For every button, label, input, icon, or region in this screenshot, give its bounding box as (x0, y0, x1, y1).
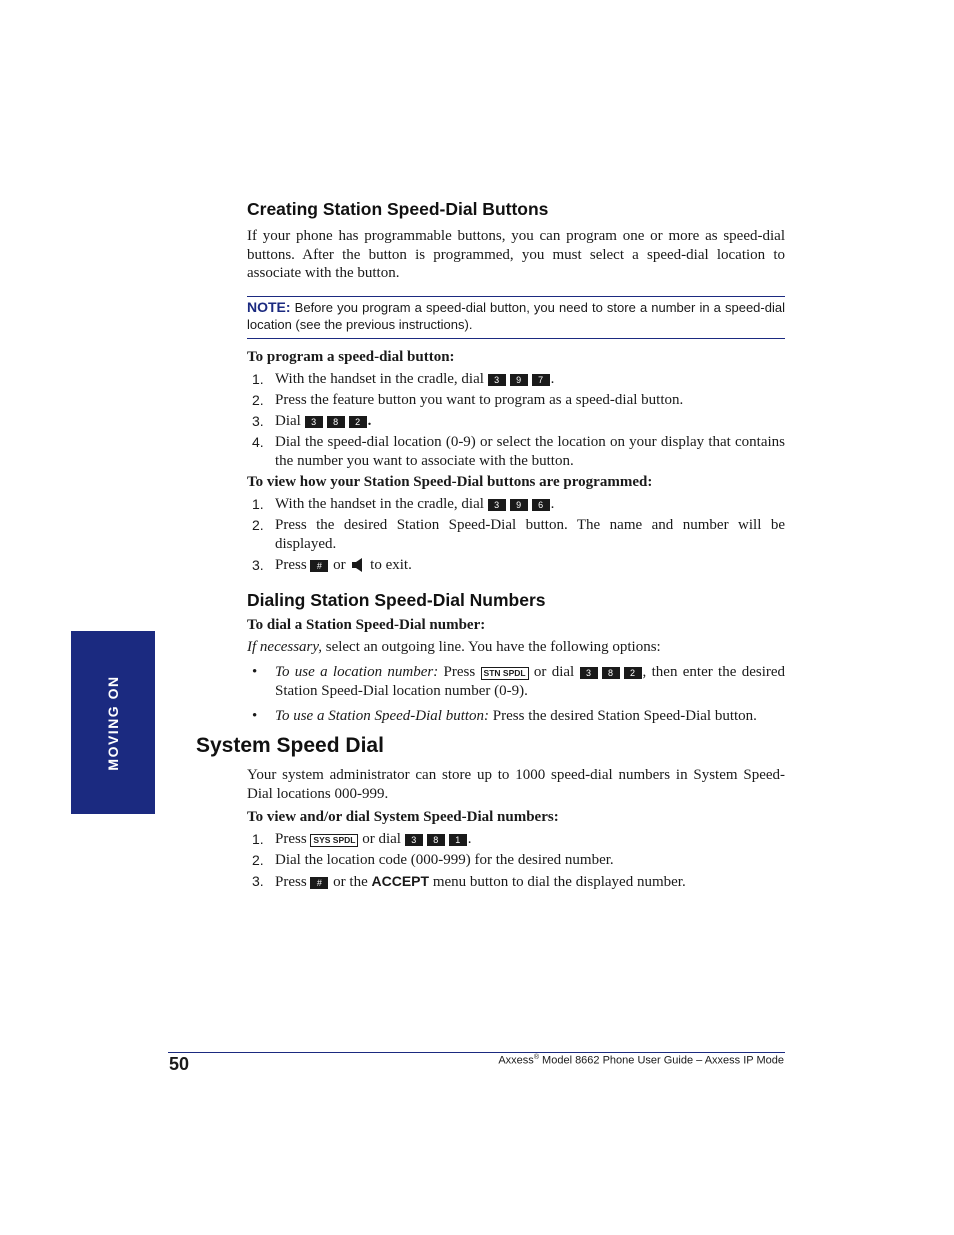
dialpad-key: 8 (327, 416, 345, 428)
dialpad-key: 9 (510, 499, 528, 511)
procedure-title-dial: To dial a Station Speed-Dial number: (247, 617, 486, 633)
note-text: Before you program a speed-dial button, you need to store a number in a speed-dial location (see the previous instructions). (247, 300, 785, 332)
section-heading-system: System Speed Dial (196, 734, 384, 757)
procedure-title-system: To view and/or dial System Speed-Dial numbers: (247, 809, 559, 825)
list-item: 3. Press # or the ACCEPT menu button to dial the displayed number. (252, 873, 686, 890)
note-top-rule (247, 296, 785, 297)
procedure-title-view: To view how your Station Speed-Dial buttons are programmed: (247, 474, 653, 490)
dialpad-key: 3 (405, 834, 423, 846)
section2-intro: If necessary, select an outgoing line. You have the following options: (247, 639, 661, 655)
footer-rule (168, 1052, 785, 1053)
dialpad-key: 3 (488, 499, 506, 511)
section3-intro: Your system administrator can store up to 1000 speed-dial numbers in System Speed-Dial locations 000-999. (247, 767, 785, 802)
note-label: NOTE: (247, 299, 291, 315)
list-item: 2. Press the desired Station Speed-Dial button. The name and number will be displayed. (252, 517, 785, 552)
accept-menu-label: ACCEPT (371, 873, 430, 889)
dialpad-key: 8 (427, 834, 445, 846)
pound-key: # (310, 877, 328, 889)
dialpad-key: 3 (305, 416, 323, 428)
list-item: 2. Press the feature button you want to program as a speed-dial button. (252, 392, 684, 408)
dialpad-key: 7 (532, 374, 550, 386)
note-box (247, 299, 785, 333)
dialpad-key: 3 (580, 667, 598, 679)
speaker-icon (351, 557, 364, 573)
list-item: 1. With the handset in the cradle, dial 3 9 7 . (252, 371, 555, 387)
list-item: 3. Press # or to exit. (252, 557, 412, 573)
list-item: 2. Dial the location code (000-999) for the desired number. (252, 852, 614, 868)
list-item: 1. Press SYS SPDL or dial 3 8 1 . (252, 831, 472, 847)
pound-key: # (310, 560, 328, 572)
dialpad-key: 3 (488, 374, 506, 386)
dialpad-key: 1 (449, 834, 467, 846)
section-heading-creating: Creating Station Speed-Dial Buttons (247, 199, 549, 219)
list-item: • To use a location number: Press STN SPDL or dial 3 8 2 , then enter the desired Station Speed-Dial location number (0-9). (252, 664, 786, 699)
section1-intro: If your phone has programmable buttons, you can program one or more as speed-dial buttons. After the button is programmed, you must select a speed-dial location to associate with the button. (247, 228, 785, 281)
page-number: 50 (169, 1054, 190, 1074)
dialpad-key: 2 (624, 667, 642, 679)
procedure-title-program: To program a speed-dial button: (247, 349, 455, 365)
note-bottom-rule (247, 338, 785, 339)
side-tab (71, 631, 155, 814)
dialpad-key: 8 (602, 667, 620, 679)
section-heading-dialing: Dialing Station Speed-Dial Numbers (247, 590, 546, 610)
dialpad-key: 2 (349, 416, 367, 428)
side-tab-label: MOVING ON (105, 674, 121, 771)
dialpad-key: 6 (532, 499, 550, 511)
list-item: • To use a Station Speed-Dial button: Press the desired Station Speed-Dial button. (252, 708, 757, 724)
list-item: 1. With the handset in the cradle, dial 3 9 6 . (252, 496, 555, 512)
list-item: 3. Dial 3 8 2 . (252, 413, 372, 429)
dialpad-key: 9 (510, 374, 528, 386)
stn-spdl-softkey: STN SPDL (481, 667, 529, 680)
sys-spdl-softkey: SYS SPDL (310, 834, 358, 847)
list-item: 4. Dial the speed-dial location (0-9) or select the location on your display that contains the number you want to associate with the button. (252, 434, 785, 469)
footer-title: Axxess® Model 8662 Phone User Guide – Axxess IP Mode (498, 1054, 784, 1067)
